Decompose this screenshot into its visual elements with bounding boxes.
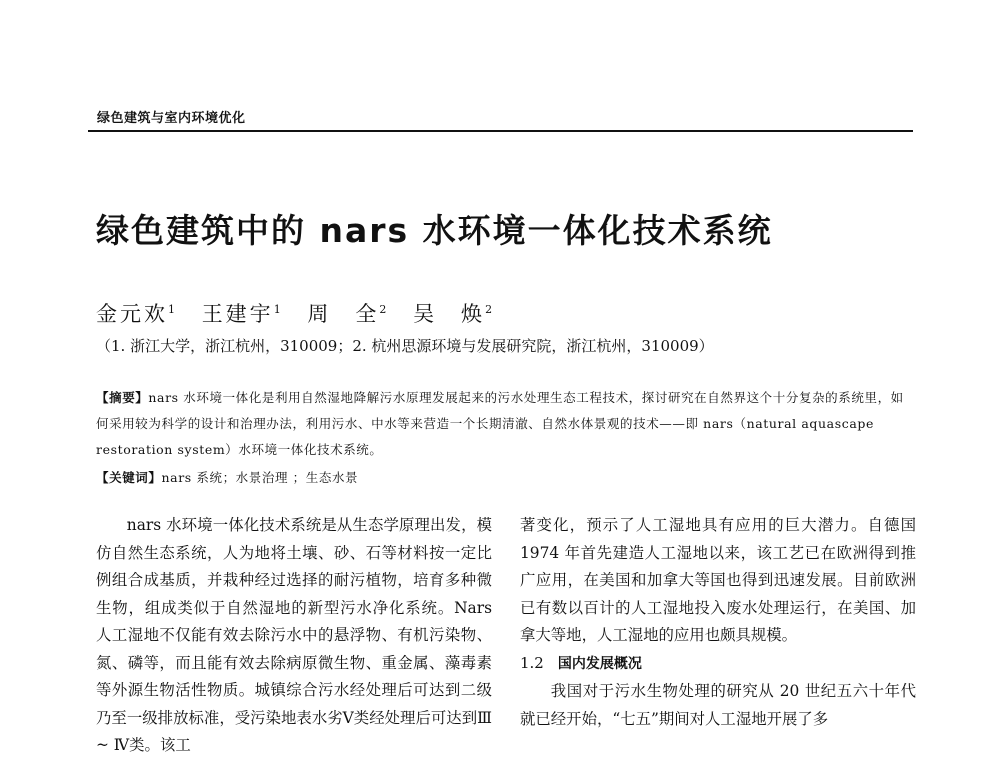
author-name: 金元欢 (96, 302, 168, 326)
paper-title: 绿色建筑中的 nars 水环境一体化技术系统 (96, 211, 773, 250)
section-title: 国内发展概况 (557, 655, 642, 672)
header-rule (88, 130, 913, 132)
abstract-text: nars 水环境一体化是利用自然湿地降解污水原理发展起来的污水处理生态工程技术，探讨研究在自然界这个十分复杂的系统里，如何采用较为科学的设计和治理办法，利用污水、中水等来营造一个长期清澈、自然水体景观的技术——即 nars（natural aquascape restoration system）水环境一体化技术系统。 (96, 390, 904, 457)
affiliation: （1. 浙江大学，浙江杭州，310009；2. 杭州思源环境与发展研究院，浙江杭州，310009） (96, 337, 714, 355)
author-name: 吴 焕 (413, 302, 486, 326)
author-affiliation-mark: 1 (273, 303, 281, 316)
author-affiliation-mark: 2 (485, 303, 493, 316)
author-name: 周 全 (307, 302, 380, 326)
keywords-text: nars 系统；水景治理 ；生态水景 (161, 470, 359, 485)
running-header: 绿色建筑与室内环境优化 (97, 111, 246, 126)
author-list (96, 298, 512, 328)
abstract-label: 【摘要】 (96, 390, 149, 405)
body-column-right (520, 512, 916, 733)
body-paragraph: 著变化，预示了人工湿地具有应用的巨大潜力。自德国 1974 年首先建造人工湿地以来，该工艺已在欧洲得到推广应用，在美国和加拿大等国也得到迅速发展。目前欧洲已有数以百计的人工湿地投入废水处理运行，在美国、加拿大等地，人工湿地的应用也颇具规模。 (520, 516, 916, 644)
author (413, 302, 492, 326)
body-paragraph: nars 水环境一体化技术系统是从生态学原理出发，模仿自然生态系统，人为地将土壤、砂、石等材料按一定比例组合成基质，并栽种经过选择的耐污植物，培育多种微生物，组成类似于自然湿地的新型污水净化系统。Nars 人工湿地不仅能有效去除污水中的悬浮物、有机污染物、氮、磷等，而且能有效去除病原微生物、重金属、藻毒素等外源生物活性物质。城镇综合污水经处理后可达到二级乃至一级排放标准，受污染地表水劣Ⅴ类经处理后可达到Ⅲ ~ Ⅳ类。该工 (96, 516, 492, 754)
section-number: 1.2 (520, 653, 544, 672)
author (202, 302, 281, 326)
body-paragraph: 我国对于污水生物处理的研究从 20 世纪五六十年代就已经开始，“七五”期间对人工湿地开展了多 (520, 682, 916, 728)
author-name: 王建宇 (201, 302, 274, 326)
section-heading (520, 650, 916, 679)
author-affiliation-mark: 2 (379, 303, 387, 316)
author-affiliation-mark: 1 (168, 303, 175, 316)
abstract (96, 385, 916, 463)
author (96, 302, 175, 326)
author (307, 302, 386, 326)
keywords-label: 【关键词】 (96, 470, 162, 485)
keywords (96, 465, 916, 491)
body-column-left (96, 512, 492, 760)
